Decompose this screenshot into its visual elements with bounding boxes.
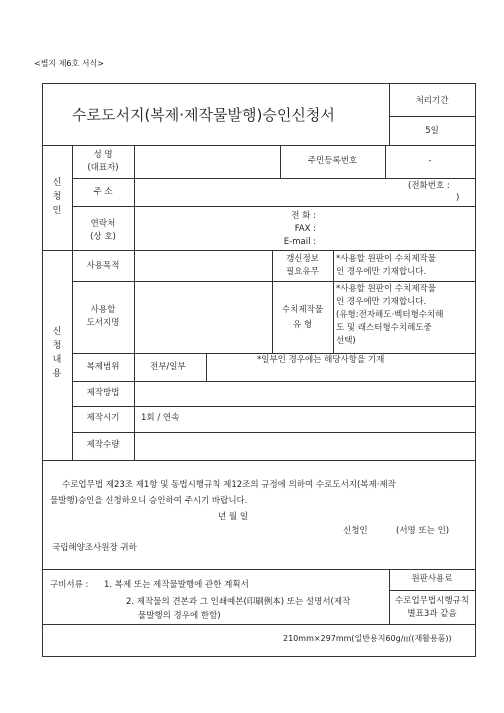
name-field[interactable] <box>135 146 279 176</box>
representative-label: (대표자) <box>87 163 119 173</box>
method-field[interactable] <box>135 382 473 405</box>
map-name-field[interactable] <box>135 282 270 352</box>
fee-label: 원판사용료 <box>411 574 453 584</box>
document-item-2b: 물발행의 경우에 한함) <box>138 611 221 621</box>
applicant-group-label: 신청인 <box>52 178 62 216</box>
digital-note-5: 선택) <box>336 336 356 346</box>
rrn-field[interactable]: - <box>428 156 432 166</box>
fee-value-1: 수로업무법시행규칙 <box>395 596 469 606</box>
method-label: 제작방법 <box>86 388 120 398</box>
contact-field[interactable] <box>318 210 468 248</box>
address-field[interactable] <box>135 179 395 205</box>
processing-label: 처리기간 <box>415 96 449 106</box>
purpose-field[interactable] <box>135 251 270 280</box>
fee-value-2: 별표3과 같음 <box>407 609 457 619</box>
application-date[interactable]: 년 월 일 <box>218 512 249 522</box>
content-group-label: 신청내용 <box>52 327 62 379</box>
quantity-label: 제작수량 <box>86 440 120 450</box>
digital-note-1: *사용할 원판이 수치제작물 <box>336 284 436 294</box>
annex-label: <별지 제6호 서식> <box>34 59 104 68</box>
document-item-1: 1. 복제 또는 제작물발행에 관한 계획서 <box>104 580 249 590</box>
map-label-2: 도서지명 <box>86 318 120 328</box>
sign-note: (서명 또는 인) <box>396 526 450 536</box>
purpose-label: 사용목적 <box>86 261 120 271</box>
contact-fax-label: FAX : <box>294 224 316 234</box>
document-item-2a: 2. 제작물의 견본과 그 인쇄예본(印刷例本) 또는 설명서(제작 <box>126 597 351 607</box>
quantity-field[interactable] <box>135 433 473 459</box>
digital-note-2: 인 경우에만 기재합니다. <box>336 297 427 307</box>
address-label: 주 소 <box>93 187 113 197</box>
paper-spec: 210mm×297mm(일반용지60g/㎡(재활용품)) <box>283 634 452 643</box>
update-note-2: 인 경우에만 기재합니다. <box>336 267 427 277</box>
digital-label-1: 수치제작물 <box>281 305 324 315</box>
scope-value[interactable]: 전부/일부 <box>150 362 186 372</box>
map-label-1: 사용할 <box>90 305 116 315</box>
recipient: 국립해양조사원장 귀하 <box>52 543 137 553</box>
digital-note-3: (유형:전자해도·벡터형수치해 <box>336 310 444 320</box>
rrn-label: 주민등록번호 <box>307 156 358 166</box>
phone-note-open: (전화번호 : <box>408 181 450 191</box>
period-value[interactable]: 1회 / 연속 <box>141 413 180 423</box>
scope-label: 복제범위 <box>86 362 120 372</box>
update-note-1: *사용할 원판이 수치제작물 <box>336 254 436 264</box>
period-label: 제작시기 <box>86 413 120 423</box>
statement-line-2: 물발행)승인을 신청하오니 승인하여 주시기 바랍니다. <box>50 496 248 506</box>
documents-label: 구비서류 : <box>50 580 89 590</box>
name-label: 성 명 <box>93 150 113 160</box>
phone-note-close: ) <box>456 193 460 203</box>
update-label-1: 갱신정보 <box>286 254 319 264</box>
applicant-sign-label: 신청인 <box>343 526 368 536</box>
processing-value: 5일 <box>425 126 439 136</box>
statement-line-1: 수로업무법 제23조 제1항 및 동법시행규칙 제12조의 규정에 의하여 수로도서지(복제·제작 <box>62 480 396 490</box>
form-title: 수로도서지(복제·제작물발행)승인신청서 <box>72 106 335 124</box>
digital-note-4: 도 및 래스터형수치해도중 <box>336 323 432 333</box>
contact-label: 연락처 <box>90 219 116 229</box>
digital-label-2: 유 형 <box>292 320 313 330</box>
contact-email-label: E-mail : <box>283 237 316 247</box>
business-name-label: (상 호) <box>90 232 116 242</box>
scope-note: *일부인 경우에는 해당사항을 기재 <box>257 355 385 365</box>
contact-phone-label: 전 화 : <box>291 211 316 221</box>
update-label-2: 필요유무 <box>286 267 319 277</box>
